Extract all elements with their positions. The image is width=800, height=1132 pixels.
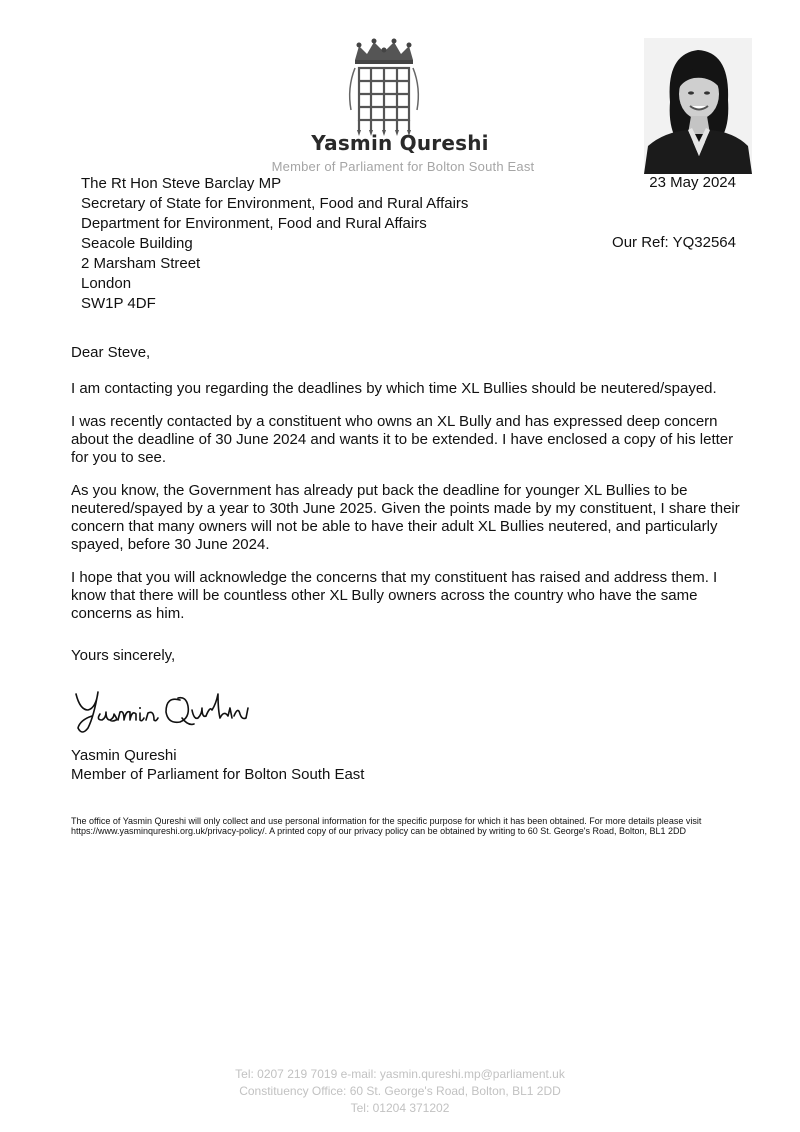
- letterhead-subtitle: Member of Parliament for Bolton South East: [271, 159, 535, 174]
- footer-phone-line: Tel: 01204 371202: [350, 1101, 450, 1115]
- address-line: The Rt Hon Steve Barclay MP: [81, 175, 282, 192]
- letter-date: 23 May 2024: [649, 174, 736, 191]
- body-paragraph: As you know, the Government has already put back the deadline for younger XL Bullies to be neutered/spayed by a year to 30th June 2025. Given the points made by my constituent, I share their concern that many owners will not be able to have their adult XL Bullies neutered, and particularly spayed, before 30 June 2024.: [71, 482, 740, 553]
- signatory-title: Member of Parliament for Bolton South East: [71, 766, 365, 783]
- letter-body: [71, 344, 751, 680]
- address-line: Secretary of State for Environment, Food and Rural Affairs: [81, 195, 469, 212]
- body-paragraph: I was recently contacted by a constituent who owns an XL Bully and has expressed deep concern about the deadline of 30 June 2024 and wants it to be extended. I have enclosed a copy of his letter for you to see.: [71, 413, 734, 466]
- address-line: SW1P 4DF: [81, 295, 156, 312]
- address-line: Department for Environment, Food and Rural Affairs: [81, 215, 427, 232]
- privacy-notice: The office of Yasmin Qureshi will only collect and use personal information for the specific purpose for which it has been obtained. For more details please visit https://www.yasminqureshi.org.uk/privacy-policy/. A printed copy of our privacy policy can be obtained by writing to 60 St. George's Road, Bolton, BL1 2DD: [71, 816, 702, 836]
- body-paragraph: I hope that you will acknowledge the concerns that my constituent has raised and address them. I know that there will be countless other XL Bully owners across the country who have the same concerns as him.: [71, 569, 718, 622]
- our-reference: Our Ref: YQ32564: [612, 234, 736, 251]
- recipient-address: [81, 174, 468, 314]
- handwritten-signature: [70, 680, 260, 740]
- body-paragraph: I am contacting you regarding the deadlines by which time XL Bullies should be neutered/spayed.: [71, 380, 717, 397]
- portcullis-crest-icon: [341, 38, 427, 138]
- footer-contact-line: Tel: 0207 219 7019 e-mail: yasmin.qureshi.mp@parliament.uk: [235, 1067, 565, 1081]
- closing: Yours sincerely,: [71, 647, 176, 664]
- address-line: London: [81, 275, 132, 292]
- salutation: Dear Steve,: [71, 344, 151, 361]
- address-line: 2 Marsham Street: [81, 255, 201, 272]
- signatory-block: [71, 746, 364, 784]
- letter-footer: [150, 1066, 650, 1117]
- mp-portrait-photo: [644, 38, 752, 174]
- letterhead-name: Yasmin Qureshi: [311, 131, 489, 155]
- footer-office-line: Constituency Office: 60 St. George's Road, Bolton, BL1 2DD: [239, 1084, 561, 1098]
- address-line: Seacole Building: [81, 235, 193, 252]
- signatory-name: Yasmin Qureshi: [71, 747, 177, 764]
